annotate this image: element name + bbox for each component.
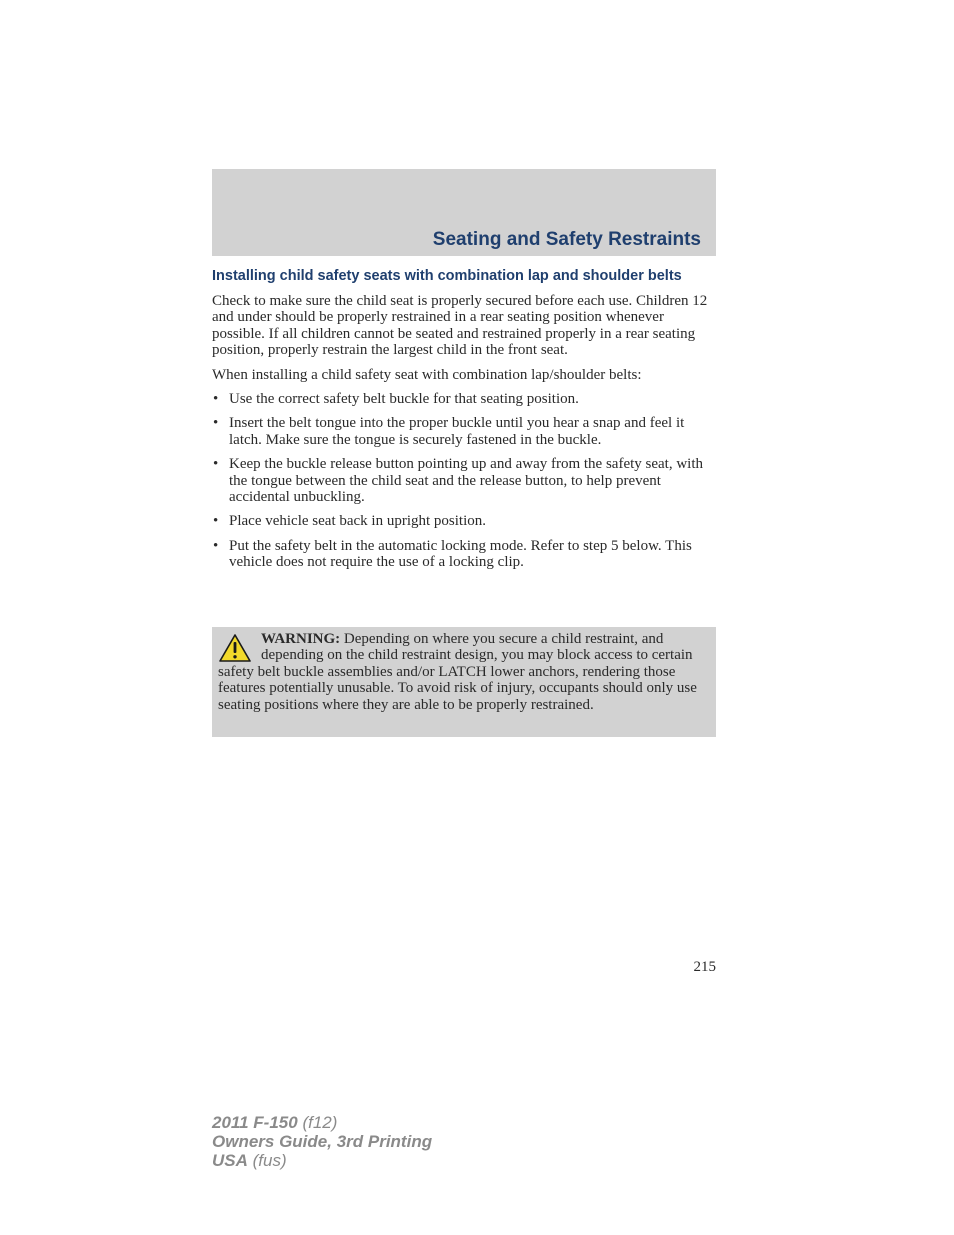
- page-number: 215: [693, 959, 716, 975]
- intro-paragraph: Check to make sure the child seat is properly secured before each use. Children 12 and under should be properly restrained in a rear seating position whenever possible. If all children cannot be seated and restrained properly in a rear seating position, properly restrain the largest child in the front seat.: [212, 293, 708, 359]
- warning-box: [212, 627, 716, 737]
- footer-line-model: [212, 1113, 432, 1132]
- bullet-dot: •: [213, 456, 219, 473]
- list-item: [212, 513, 716, 529]
- list-item-text: Use the correct safety belt buckle for that seating position.: [229, 391, 579, 408]
- footer: [212, 1113, 432, 1170]
- warning-text: [218, 631, 708, 713]
- bullet-dot: •: [213, 391, 219, 408]
- list-item: [212, 538, 716, 571]
- section-title: Seating and Safety Restraints: [432, 229, 701, 250]
- list-item-text: Insert the belt tongue into the proper buckle until you hear a snap and feel it latch. Make sure the tongue is securely fastened in the buckle.: [229, 415, 685, 448]
- list-item: [212, 456, 716, 505]
- footer-market: USA: [212, 1151, 248, 1170]
- footer-model-code: (f12): [302, 1113, 338, 1132]
- footer-model-year: 2011 F-150: [212, 1113, 298, 1132]
- bullet-dot: •: [213, 415, 219, 432]
- footer-guide: Owners Guide, 3rd Printing: [212, 1132, 433, 1151]
- warning-label: WARNING:: [261, 631, 341, 647]
- bullet-dot: •: [213, 513, 219, 530]
- bullet-dot: •: [213, 537, 219, 554]
- list-item: [212, 415, 716, 448]
- bullet-list: [212, 391, 716, 571]
- section-header-band: [212, 169, 716, 256]
- list-item-text: Keep the buckle release button pointing up and away from the safety seat, with the tongue between the child seat and the release button, to help prevent accidental unbuckling.: [229, 456, 704, 506]
- main-content: [212, 268, 716, 579]
- footer-market-code: (fus): [252, 1151, 287, 1170]
- warning-triangle-icon: [218, 633, 252, 663]
- list-item: [212, 391, 716, 407]
- list-item-text: Place vehicle seat back in upright position.: [229, 513, 487, 530]
- footer-line-market: [212, 1151, 432, 1170]
- warning-body: Depending on where you secure a child restraint, and depending on the child restraint design, you may block access to certain safety belt buckle assemblies and/or LATCH lower anchors, rendering those features potentially unusable. To avoid risk of injury, occupants should only use seating positions where they are able to be properly restrained.: [218, 631, 697, 713]
- instruction-paragraph: When installing a child safety seat with combination lap/shoulder belts:: [212, 366, 642, 383]
- subheading: Installing child safety seats with combination lap and shoulder belts: [212, 268, 682, 284]
- list-item-text: Put the safety belt in the automatic locking mode. Refer to step 5 below. This vehicle does not require the use of a locking clip.: [229, 537, 692, 571]
